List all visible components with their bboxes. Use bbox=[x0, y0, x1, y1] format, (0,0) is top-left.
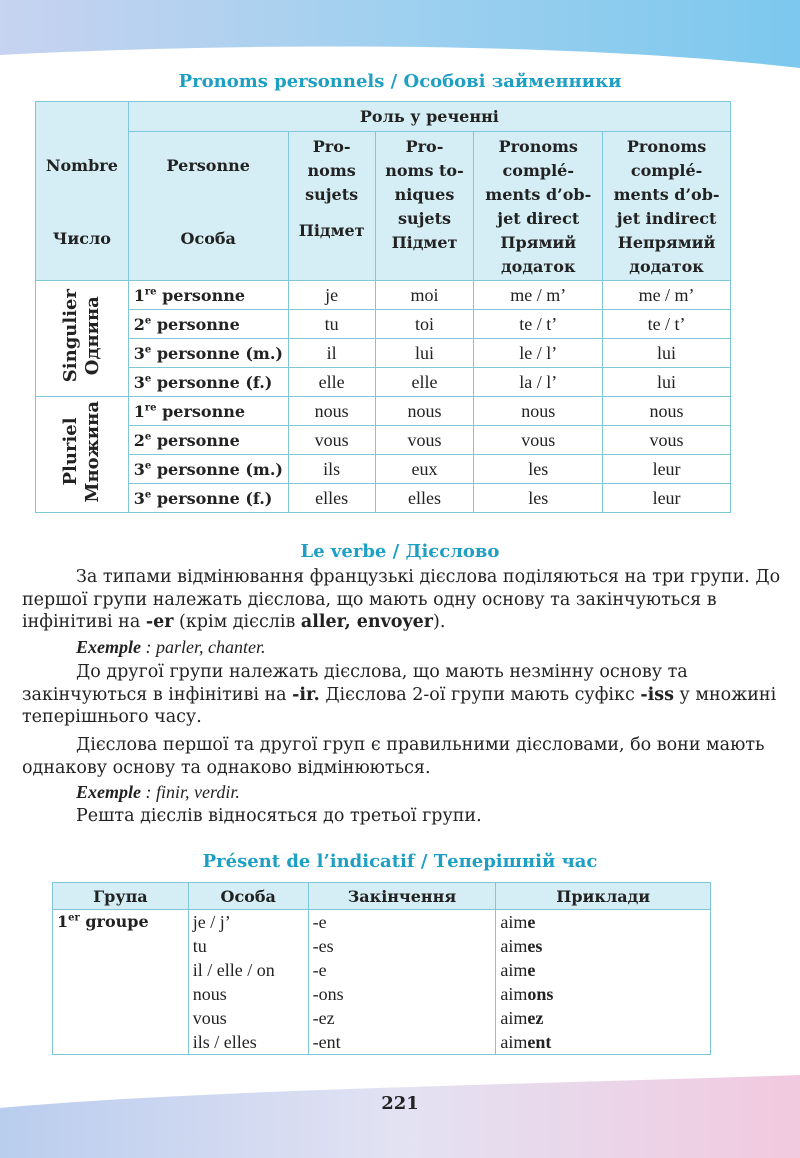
toniques-ua-label: Підмет bbox=[391, 233, 458, 252]
tonique-cell: lui bbox=[375, 339, 474, 368]
sujet-cell: nous bbox=[288, 397, 375, 426]
singular-group-label bbox=[60, 289, 104, 382]
indirect-cell: vous bbox=[603, 426, 731, 455]
example-cell: aimons bbox=[496, 982, 711, 1006]
table-row bbox=[36, 339, 731, 368]
plural-group-label bbox=[60, 401, 104, 502]
person-cell: tu bbox=[188, 934, 308, 958]
page-number: 221 bbox=[381, 1093, 419, 1114]
tonique-cell: elles bbox=[375, 484, 474, 513]
direct-cell: les bbox=[474, 484, 603, 513]
direct-cell: me / m’ bbox=[474, 281, 603, 310]
plural-group bbox=[36, 397, 129, 513]
sujets-ua-label: Підмет bbox=[298, 221, 365, 240]
sujet-cell: vous bbox=[288, 426, 375, 455]
nombre-header bbox=[36, 102, 129, 281]
table-row bbox=[36, 455, 731, 484]
direct-label: Pronoms complé- ments d’ob- jet direct bbox=[485, 137, 592, 228]
direct-cell: nous bbox=[474, 397, 603, 426]
mnozhyna-label: Множина bbox=[81, 401, 103, 503]
indirect-cell: lui bbox=[603, 368, 731, 397]
group-cell: 1er groupe bbox=[53, 910, 189, 1055]
tonique-cell: nous bbox=[375, 397, 474, 426]
example-2: Exemple : finir, verdir. bbox=[76, 782, 240, 802]
tonique-cell: vous bbox=[375, 426, 474, 455]
indirect-cell: leur bbox=[603, 455, 731, 484]
person-label: 2e personne bbox=[128, 310, 288, 339]
sujets-label: Pro- noms sujets bbox=[305, 137, 359, 204]
example-cell: aime bbox=[496, 910, 711, 935]
tonique-cell: toi bbox=[375, 310, 474, 339]
indirect-cell: nous bbox=[603, 397, 731, 426]
odnyna-label: Однина bbox=[81, 296, 103, 376]
person-label: 1re personne bbox=[128, 397, 288, 426]
example-cell: aimez bbox=[496, 1006, 711, 1030]
sujet-cell: ils bbox=[288, 455, 375, 484]
indirect-label: Pronoms complé- ments d’ob- jet indirect bbox=[613, 137, 720, 228]
sujet-cell: elle bbox=[288, 368, 375, 397]
indirect-cell: me / m’ bbox=[603, 281, 731, 310]
indirect-ua-label: Непрямий додаток bbox=[617, 233, 716, 276]
ending-cell: -e bbox=[308, 910, 496, 935]
present-header-row bbox=[53, 883, 711, 910]
person-label: 2e personne bbox=[128, 426, 288, 455]
indirect-cell: te / t’ bbox=[603, 310, 731, 339]
example-1: Exemple : parler, chanter. bbox=[76, 637, 266, 657]
tonique-cell: eux bbox=[375, 455, 474, 484]
example-cell: aiment bbox=[496, 1030, 711, 1055]
table-row bbox=[36, 281, 731, 310]
person-cell: je / j’ bbox=[188, 910, 308, 935]
sujets-header bbox=[288, 132, 375, 281]
direct-cell: les bbox=[474, 455, 603, 484]
person-label: 3e personne (f.) bbox=[128, 368, 288, 397]
present-table bbox=[52, 882, 711, 1055]
tonique-cell: elle bbox=[375, 368, 474, 397]
person-label: 1re personne bbox=[128, 281, 288, 310]
direct-cell: le / l’ bbox=[474, 339, 603, 368]
verbe-paragraph-1: За типами відмінювання французькі дієслова поділяються на три групи. До першої групи належать дієслова, що мають одну основу та закінчуються в інфінітиві на -er (крім дієслів aller, envoyer). bbox=[22, 567, 781, 632]
col-ending-header: Закінчення bbox=[308, 883, 496, 910]
table-row bbox=[36, 397, 731, 426]
person-label: 3e personne (m.) bbox=[128, 455, 288, 484]
table-row bbox=[36, 368, 731, 397]
ending-cell: -ez bbox=[308, 1006, 496, 1030]
pluriel-label: Pluriel bbox=[59, 417, 81, 487]
indirect-cell: lui bbox=[603, 339, 731, 368]
toniques-label: Pro- noms to- niques sujets bbox=[385, 137, 464, 228]
table-row bbox=[53, 910, 711, 935]
direct-ua-label: Прямий додаток bbox=[500, 233, 577, 276]
person-label: 3e personne (f.) bbox=[128, 484, 288, 513]
table-row bbox=[36, 484, 731, 513]
pronouns-table bbox=[35, 101, 731, 513]
personne-label: Personne bbox=[166, 156, 250, 175]
indirect-cell: leur bbox=[603, 484, 731, 513]
present-title: Présent de l’indicatif / Теперішній час bbox=[202, 851, 598, 872]
verbe-paragraph-4: Решта дієслів відносяться до третьої групи. bbox=[76, 806, 482, 826]
ending-cell: -ons bbox=[308, 982, 496, 1006]
verbe-paragraph-2: До другої групи належать дієслова, що мають незмінну основу та закінчуються в інфінітиві на -ir. Дієслова 2-ої групи мають суфікс -iss у множині теперішнього часу. bbox=[22, 662, 777, 727]
role-header: Роль у реченні bbox=[128, 102, 730, 132]
table-row bbox=[36, 310, 731, 339]
sujet-cell: elles bbox=[288, 484, 375, 513]
ending-cell: -es bbox=[308, 934, 496, 958]
person-cell: nous bbox=[188, 982, 308, 1006]
person-cell: ils / elles bbox=[188, 1030, 308, 1055]
sujet-cell: tu bbox=[288, 310, 375, 339]
pronouns-title: Pronoms personnels / Особові займенники bbox=[178, 71, 622, 92]
sujet-cell: il bbox=[288, 339, 375, 368]
indirect-header bbox=[603, 132, 731, 281]
example-cell: aime bbox=[496, 958, 711, 982]
chislo-label: Число bbox=[52, 229, 111, 248]
example-cell: aimes bbox=[496, 934, 711, 958]
toniques-header bbox=[375, 132, 474, 281]
nombre-label: Nombre bbox=[45, 156, 118, 175]
singular-group bbox=[36, 281, 129, 397]
person-cell: il / elle / on bbox=[188, 958, 308, 982]
col-group-header: Група bbox=[53, 883, 189, 910]
osoba-label: Особа bbox=[180, 229, 236, 248]
singulier-label: Singulier bbox=[59, 289, 81, 383]
top-decoration bbox=[0, 0, 800, 80]
verbe-paragraph-3: Дієслова першої та другої груп є правильними дієсловами, бо вони мають однакову основу та однаково відмінюються. bbox=[22, 735, 765, 778]
personne-header bbox=[128, 132, 288, 281]
ending-cell: -e bbox=[308, 958, 496, 982]
person-cell: vous bbox=[188, 1006, 308, 1030]
person-label: 3e personne (m.) bbox=[128, 339, 288, 368]
direct-cell: vous bbox=[474, 426, 603, 455]
direct-cell: te / t’ bbox=[474, 310, 603, 339]
table-row bbox=[36, 426, 731, 455]
col-examples-header: Приклади bbox=[496, 883, 711, 910]
verbe-title: Le verbe / Дієслово bbox=[300, 541, 500, 562]
tonique-cell: moi bbox=[375, 281, 474, 310]
col-person-header: Особа bbox=[188, 883, 308, 910]
ending-cell: -ent bbox=[308, 1030, 496, 1055]
direct-cell: la / l’ bbox=[474, 368, 603, 397]
direct-header bbox=[474, 132, 603, 281]
sujet-cell: je bbox=[288, 281, 375, 310]
